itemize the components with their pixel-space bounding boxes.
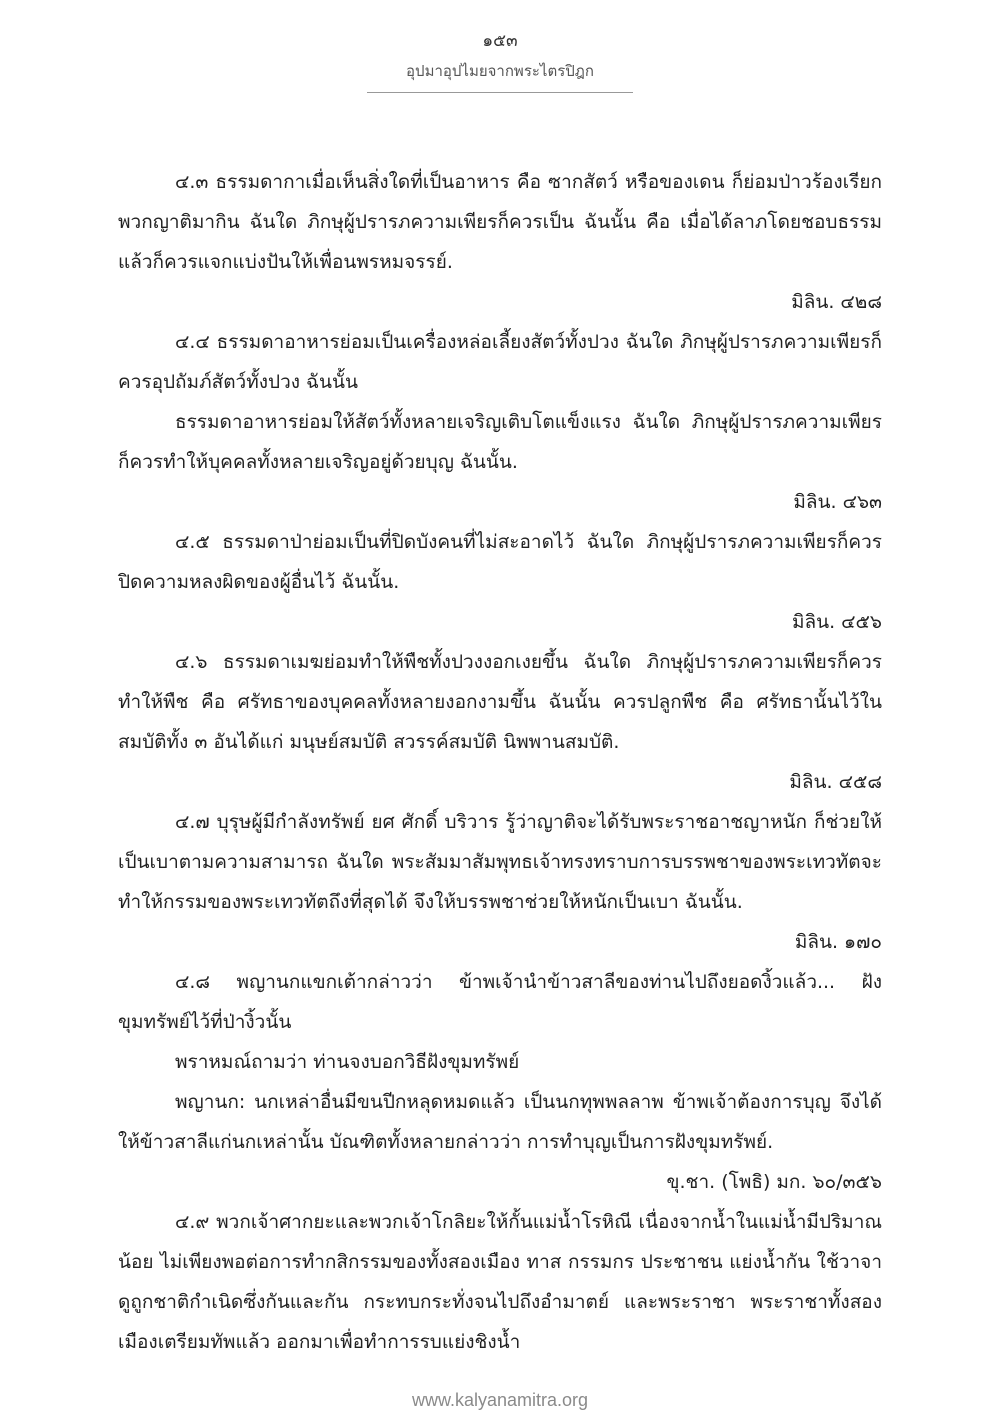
paragraph-4-8-bird: พญานก: นกเหล่าอื่นมีขนปีกหลุดหมดแล้ว เป็นนกทุพพลลาพ ข้าพเจ้าต้องการบุญ จึงได้ให้ข้าวสาลีแก่นกเหล่านั้น บัณฑิตทั้งหลายกล่าวว่า การทำบุญเป็นการฝังขุมทรัพย์. <box>118 1091 882 1153</box>
page-body <box>118 162 882 1362</box>
paragraph-4-6: ๔.๖ ธรรมดาเมฆย่อมทำให้พืชทั้งปวงงอกเงยขึ้น ฉันใด ภิกษุผู้ปรารภความเพียรก็ควรทำให้พืช คือ ศรัทธาของบุคคลทั้งหลายงอกงามขึ้น ฉันนั้น ควรปลูกพืช คือ ศรัทธานั้นไว้ในสมบัติทั้ง ๓ อันได้แก่ มนุษย์สมบัติ สวรรค์สมบัติ นิพพานสมบัติ. <box>118 651 882 753</box>
page-header <box>0 30 1000 93</box>
paragraph-4-9: ๔.๙ พวกเจ้าศากยะและพวกเจ้าโกลิยะให้กั้นแม่น้ำโรหิณี เนื่องจากน้ำในแม่น้ำมีปริมาณน้อย ไม่เพียงพอต่อการทำกสิกรรมของทั้งสองเมือง ทาส กรรมกร ประชาชน แย่งน้ำกัน ใช้วาจาดูถูกชาติกำเนิดซึ่งกันและกัน กระทบกระทั่งจนไปถึงอำมาตย์ และพระราชา พระราชาทั้งสองเมืองเตรียมทัพแล้ว ออกมาเพื่อทำการรบแย่งชิงน้ำ <box>118 1211 882 1353</box>
paragraph-4-5: ๔.๕ ธรรมดาป่าย่อมเป็นที่ปิดบังคนที่ไม่สะอาดไว้ ฉันใด ภิกษุผู้ปรารภความเพียรก็ควรปิดความหลงผิดของผู้อื่นไว้ ฉันนั้น. <box>118 531 882 593</box>
paragraph-4-4-continued: ธรรมดาอาหารย่อมให้สัตว์ทั้งหลายเจริญเติบโตแข็งแรง ฉันใด ภิกษุผู้ปรารภความเพียรก็ควรทำให้บุคคลทั้งหลายเจริญอยู่ด้วยบุญ ฉันนั้น. <box>118 411 882 473</box>
book-title: อุปมาอุปไมยจากพระไตรปิฎก <box>406 62 594 80</box>
page-number: ๑๕๓ <box>482 31 518 51</box>
paragraph-4-8-brahmin: พราหมณ์ถามว่า ท่านจงบอกวิธีฝังขุมทรัพย์ <box>175 1051 520 1073</box>
reference-4-4: มิลิน. ๔๖๓ <box>793 491 882 513</box>
paragraph-4-4: ๔.๔ ธรรมดาอาหารย่อมเป็นเครื่องหล่อเลี้ยงสัตว์ทั้งปวง ฉันใด ภิกษุผู้ปรารภความเพียรก็ควรอุปถัมภ์สัตว์ทั้งปวง ฉันนั้น <box>118 331 882 393</box>
reference-4-7: มิลิน. ๑๗๐ <box>794 931 882 953</box>
paragraph-4-7: ๔.๗ บุรุษผู้มีกำลังทรัพย์ ยศ ศักดิ์ บริวาร รู้ว่าญาติจะได้รับพระราชอาชญาหนัก ก็ช่วยให้เป็นเบาตามความสามารถ ฉันใด พระสัมมาสัมพุทธเจ้าทรงทราบการบรรพชาของพระเทวทัตจะทำให้กรรมของพระเทวทัตถึงที่สุดได้ จึงให้บรรพชาช่วยให้หนักเป็นเบา ฉันนั้น. <box>118 811 882 913</box>
reference-4-8: ขุ.ชา. (โพธิ) มก. ๖๐/๓๕๖ <box>666 1171 882 1193</box>
reference-4-6: มิลิน. ๔๕๘ <box>789 771 882 793</box>
header-divider <box>367 92 633 93</box>
reference-4-3: มิลิน. ๔๒๘ <box>791 291 882 313</box>
paragraph-4-3: ๔.๓ ธรรมดากาเมื่อเห็นสิ่งใดที่เป็นอาหาร คือ ซากสัตว์ หรือของเดน ก็ย่อมป่าวร้องเรียกพวกญาติมากิน ฉันใด ภิกษุผู้ปรารภความเพียรก็ควรเป็น ฉันนั้น คือ เมื่อได้ลาภโดยชอบธรรมแล้วก็ควรแจกแบ่งปันให้เพื่อนพรหมจรรย์. <box>118 171 882 273</box>
reference-4-5: มิลิน. ๔๕๖ <box>791 611 882 633</box>
paragraph-4-8: ๔.๘ พญานกแขกเต้ากล่าวว่า ข้าพเจ้านำข้าวสาลีของท่านไปถึงยอดงิ้วแล้ว... ฝังขุมทรัพย์ไว้ที่ป่างิ้วนั้น <box>118 971 882 1033</box>
footer-website: www.kalyanamitra.org <box>411 1390 589 1410</box>
